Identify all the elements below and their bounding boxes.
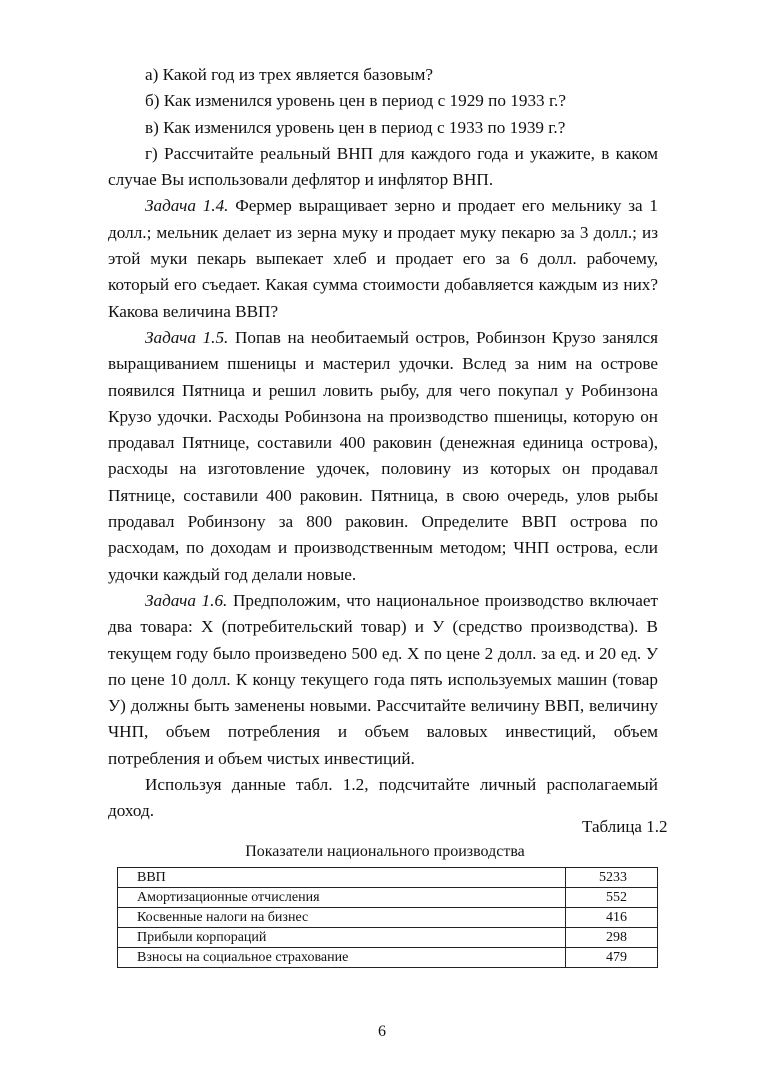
row-label: ВВП: [118, 868, 566, 888]
table-caption: Таблица 1.2: [582, 817, 668, 836]
row-label: Косвенные налоги на бизнес: [118, 908, 566, 928]
task-1-4-label: Задача 1.4.: [145, 196, 229, 216]
question-c: в) Как изменился уровень цен в период с 1933 по 1939 г.?: [145, 117, 566, 137]
task-1-6-label: Задача 1.6.: [145, 590, 228, 610]
page-body: [108, 62, 658, 825]
page-number: 6: [378, 1023, 386, 1040]
task-1-4: [108, 193, 658, 324]
question-d: г) Рассчитайте реальный ВНП для каждого года и укажите, в каком случае Вы использовали дефлятор и инфлятор ВНП.: [108, 143, 658, 190]
question-b: б) Как изменился уровень цен в период с 1929 по 1933 г.?: [145, 91, 566, 111]
row-label: Амортизационные отчисления: [118, 888, 566, 908]
task-1-6-text: Предположим, что национальное производство включает два товара: Х (потребительский товар) и У (средство производства). В текущем году было произведено 500 ед. Х по цене 2 долл. за ед. и 20 ед. У по цене 10 долл. К концу текущего года пять используемых машин (товар У) должны быть заменены новыми. Рассчитайте величину ВВП, величину ЧНП, объем потребления и объем валовых инвестиций, объем потребления и объем чистых инвестиций.: [108, 590, 658, 768]
table-row: [118, 868, 658, 888]
table-row: [118, 948, 658, 968]
row-label: Прибыли корпораций: [118, 928, 566, 948]
task-1-4-text: Фермер выращивает зерно и продает его мельнику за 1 долл.; мельник делает из зерна муку и продает муку пекарю за 3 долл.; из этой муки пекарь выпекает хлеб и продает его за 6 долл. рабочему, который его съедает. Какая сумма стоимости добавляется каждым из них? Какова величина ВВП?: [108, 196, 658, 321]
row-value: 552: [566, 888, 658, 908]
task-1-5: [108, 325, 658, 588]
row-value: 416: [566, 908, 658, 928]
row-label: Взносы на социальное страхование: [118, 948, 566, 968]
table-row: [118, 928, 658, 948]
row-value: 5233: [566, 868, 658, 888]
instruction-text: Используя данные табл. 1.2, подсчитайте личный располагаемый доход.: [108, 775, 658, 821]
table-row: [118, 888, 658, 908]
task-1-5-label: Задача 1.5.: [145, 327, 229, 347]
table-row: [118, 908, 658, 928]
row-value: 298: [566, 928, 658, 948]
indicators-table: [117, 867, 658, 968]
table-title: Показатели национального производства: [245, 843, 525, 860]
task-1-6: [108, 588, 658, 772]
question-a: а) Какой год из трех является базовым?: [145, 65, 434, 84]
row-value: 479: [566, 948, 658, 968]
task-1-5-text: Попав на необитаемый остров, Робинзон Крузо занялся выращиванием пшеницы и мастерил удочки. Вслед за ним на острове появился Пятница и решил ловить рыбу, для чего покупал у Робинзона Крузо удочки. Расходы Робинзона на производство пшеницы, которую он продавал Пятнице, составили 400 раковин (денежная единица острова), расходы на изготовление удочек, половину из которых он продавал Пятнице, составили 400 раковин. Пятница, в свою очередь, улов рыбы продавал Робинзону за 800 раковин. Определите ВВП острова по расходам, по доходам и производственным методом; ЧНП острова, если удочки каждый год делали новые.: [108, 327, 658, 584]
